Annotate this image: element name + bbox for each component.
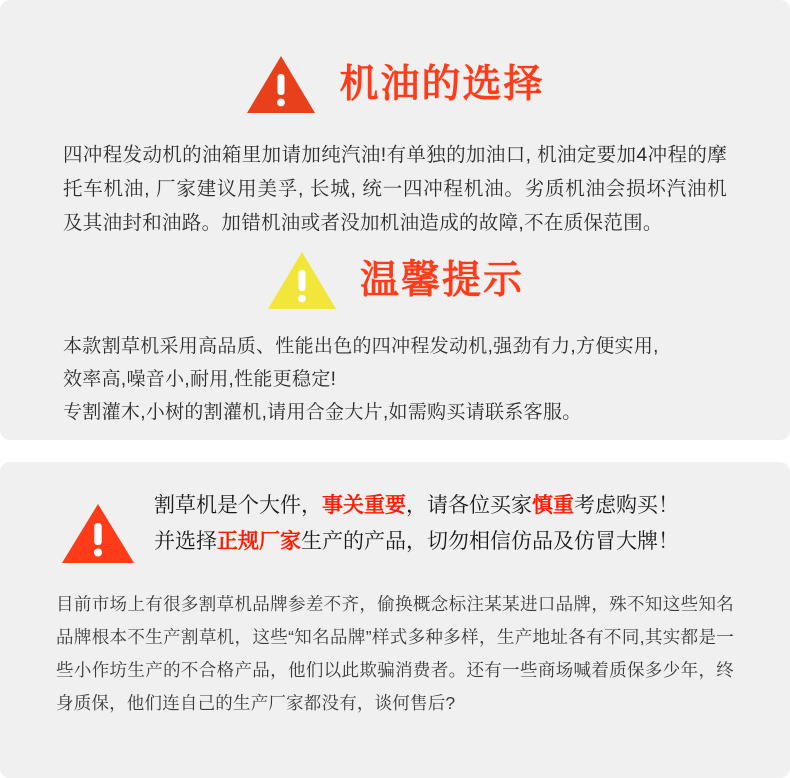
notice-line2-red1: 正规厂家 bbox=[217, 530, 301, 553]
notice-line1-part3: 考虑购买！ bbox=[574, 494, 679, 517]
notice-line1-red1: 事关重要 bbox=[322, 494, 406, 517]
oil-body-text: 四冲程发动机的油箱里加请加纯汽油!有单独的加油口, 机油定要加4冲程的摩托车机油, 厂家建议用美孚, 长城, 统一四冲程机油。劣质机油会损坏汽油机及其油封和油路。加错机油或者没加机油造成的故障,不在质保范围。 bbox=[63, 144, 727, 234]
tips-line-3: 专割灌木,小树的割灌机,请用合金大片,如需购买请联系客服。 bbox=[63, 402, 582, 423]
tips-heading-row bbox=[55, 250, 735, 312]
tips-line-1: 本款割草机采用高品质、性能出色的四冲程发动机,强劲有力,方便实用, bbox=[63, 336, 659, 357]
notice-line2-part2: 生产的产品，切勿相信仿品及仿冒大牌！ bbox=[301, 530, 679, 553]
notice-line-1 bbox=[154, 488, 679, 524]
notice-line2-part1: 并选择 bbox=[154, 530, 217, 553]
tips-heading-text: 温馨提示 bbox=[359, 258, 524, 302]
notice-heading-row bbox=[50, 488, 740, 566]
notice-body-text: 目前市场上有很多割草机品牌参差不齐，偷换概念标注某某进口品牌，殊不知这些知名品牌根本不生产割草机，这些“知名品牌”样式多种多样，生产地址各有不同,其实都是一些小作坊生产的不合格产品，他们以此欺骗消费者。还有一些商场喊着质保多少年，终身质保，他们连自己的生产厂家都没有，谈何售后? bbox=[56, 594, 734, 713]
notice-line-2 bbox=[154, 524, 679, 560]
oil-heading-text: 机油的选择 bbox=[339, 62, 545, 106]
notice-line1-red2: 慎重 bbox=[532, 494, 574, 517]
notice-line1-part1: 割草机是个大件， bbox=[154, 494, 322, 517]
tips-body-text bbox=[63, 330, 727, 429]
warning-triangle-icon bbox=[60, 502, 136, 566]
warning-triangle-icon bbox=[266, 250, 338, 312]
notice-panel bbox=[0, 462, 790, 778]
tips-line-2: 效率高,噪音小,耐用,性能更稳定! bbox=[63, 369, 337, 390]
notice-line1-part2: ，请各位买家 bbox=[406, 494, 532, 517]
warning-triangle-icon bbox=[245, 54, 317, 116]
notice-heading-lines bbox=[154, 488, 679, 560]
oil-heading-row bbox=[55, 54, 735, 116]
